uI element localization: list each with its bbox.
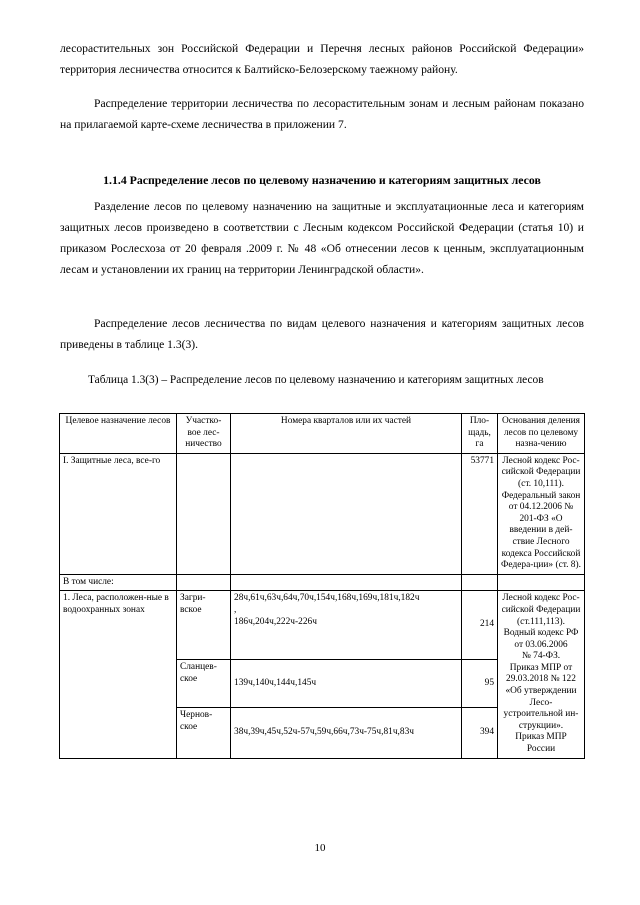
basis-mpr-order: Приказ МПР от 29.03.2018 № 122 «Об утверждении Лесо-устроительной ин-струкции». — [503, 662, 579, 731]
intro-paragraph-1: лесорастительных зон Российской Федерации и Перечня лесных районов Российской Федерации» территория лесничества относится к Балтийско-Белозерскому таежному району. — [60, 42, 584, 76]
district-name: Загри-вское — [177, 591, 231, 660]
district-area: 214 — [462, 591, 498, 660]
row-water-label: 1. Леса, расположен-ные в водоохранных зонах — [60, 591, 177, 758]
row-including-label: В том числе: — [60, 574, 177, 591]
row-protective-area: 53771 — [462, 453, 498, 574]
header-quarters: Номера кварталов или их частей — [231, 414, 462, 454]
row-protective-quarters — [231, 453, 462, 574]
basis-water-code-number: № 74-ФЗ. — [521, 651, 561, 662]
basis-forest-code: Лесной кодекс Рос-сийской Федерации (ст. 10,111). — [501, 455, 581, 489]
header-purpose: Целевое назначение лесов — [60, 414, 177, 454]
table-row — [60, 453, 585, 574]
row-water-basis — [498, 591, 585, 758]
section-heading: 1.1.4 Распределение лесов по целевому назначению и категориям защитных лесов — [103, 173, 541, 187]
district-quarters: 38ч,39ч,45ч,52ч-57ч,59ч,66ч,73ч-75ч,81ч,83ч — [231, 708, 462, 758]
basis-mpr-russia: Приказ МПР России — [515, 732, 567, 755]
basis-forest-code: Лесной кодекс Рос-сийской Федерации (ст.111,113). — [501, 593, 581, 627]
row-protective-district — [177, 453, 231, 574]
quarters-line-1: 28ч,61ч,63ч,64ч,70ч,154ч,168ч,169ч,181ч,182ч — [234, 593, 420, 604]
body-paragraph-1: Разделение лесов по целевому назначению на защитные и эксплуатационные леса и категориям защитных лесов произведено в соответствии с Лесным кодексом Российской Федерации (статья 10) и приказом Рослесхоза от 20 февраля .2009 г. № 48 «Об отнесении лесов к ценным, эксплуатационным лесам и установлении их границ на территории Ленинградской области». — [60, 200, 584, 276]
row-protective-label: I. Защитные леса, все-го — [60, 453, 177, 574]
district-name: Сланцев-ское — [177, 660, 231, 708]
header-area: Пло-щадь, га — [462, 414, 498, 454]
table-row — [60, 591, 585, 660]
district-quarters: 139ч,140ч,144ч,145ч — [231, 660, 462, 708]
quarters-line-2: , — [234, 604, 237, 615]
intro-paragraph-2: Распределение территории лесничества по лесорастительным зонам и лесным районам показано на прилагаемой карте-схеме лесничества в приложении 7. — [60, 97, 584, 131]
forest-distribution-table — [59, 413, 585, 759]
table-header-row — [60, 414, 585, 454]
district-quarters — [231, 591, 462, 660]
district-name: Чернов-ское — [177, 708, 231, 758]
table-caption: Таблица 1.3(3) – Распределение лесов по целевому назначению и категориям защитных лесов — [88, 374, 544, 386]
district-area: 394 — [462, 708, 498, 758]
body-paragraph-2: Распределение лесов лесничества по видам целевого назначения и категориям защитных лесов приведены в таблице 1.3(3). — [60, 317, 584, 351]
header-district: Участко-вое лес-ничество — [177, 414, 231, 454]
page-number: 10 — [314, 842, 326, 854]
basis-water-code: Водный кодекс РФ от 03.06.2006 — [503, 628, 579, 650]
row-protective-basis — [498, 453, 585, 574]
basis-federal-law: Федеральный закон от 04.12.2006 № 201-ФЗ «О введении в дей-ствие Лесного кодекса Российской Федера-ции» (ст. 8). — [501, 490, 581, 571]
quarters-line-3: 186ч,204ч,222ч-226ч — [234, 616, 317, 627]
header-basis: Основания деления лесов по целевому назна-чению — [498, 414, 585, 454]
district-area: 95 — [462, 660, 498, 708]
table-row — [60, 574, 585, 591]
